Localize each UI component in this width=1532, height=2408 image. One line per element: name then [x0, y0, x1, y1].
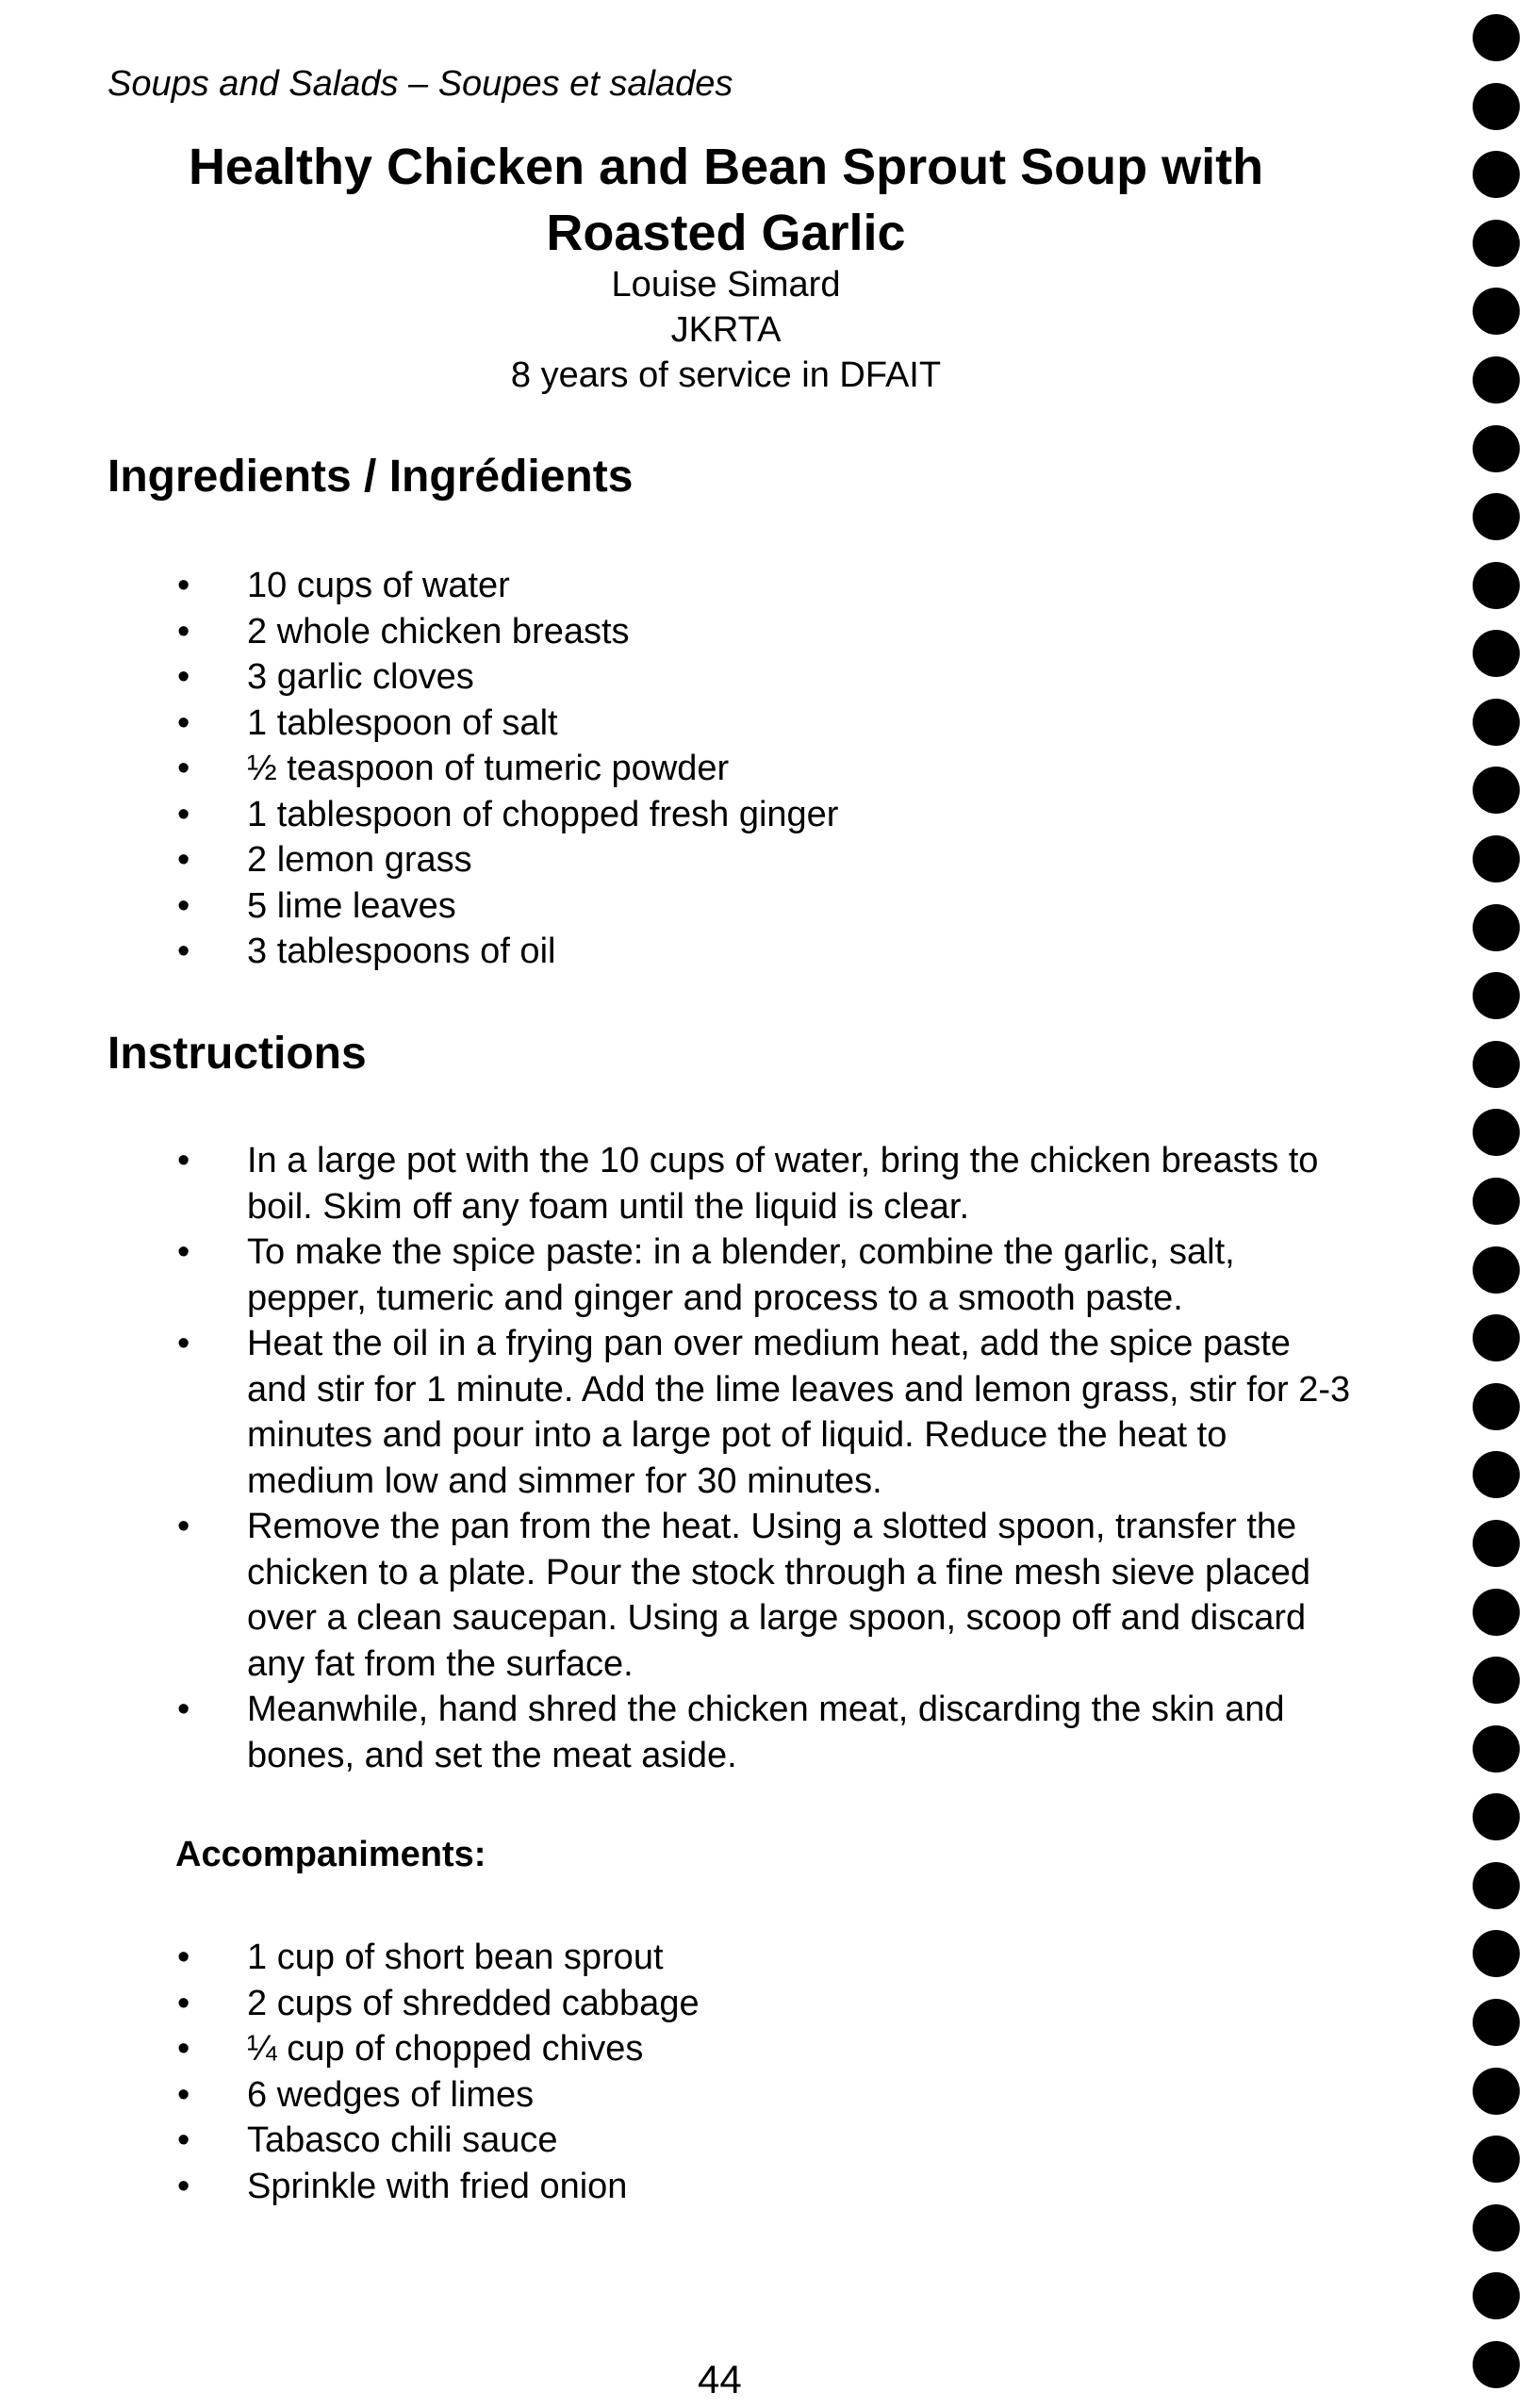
ingredient-item: • 10 cups of water: [0, 563, 838, 609]
binding-hole: [1473, 1109, 1520, 1156]
binding-hole: [1473, 1383, 1520, 1430]
binding-hole: [1473, 1451, 1520, 1498]
binding-hole: [1473, 1314, 1520, 1361]
binding-hole: [1473, 835, 1520, 882]
binding-hole: [1473, 630, 1520, 677]
accompaniment-item: • Sprinkle with fried onion: [0, 2164, 700, 2210]
author-division: JKRTA: [670, 310, 782, 350]
instruction-step: • Remove the pan from the heat. Using a slotted spoon, transfer the chicken to a plate. Pour the stock through a fine mesh sieve placed over a clean saucepan. Using a large spoon, scoop off and discard any fat from the surface.: [0, 1504, 1359, 1687]
page-number: 44: [698, 2357, 742, 2401]
binding-hole: [1473, 1041, 1520, 1088]
ingredients-list: [0, 563, 838, 975]
binding-hole: [1473, 1930, 1520, 1977]
binding-hole: [1473, 356, 1520, 404]
binding-hole: [1473, 493, 1520, 540]
binding-hole: [1473, 2136, 1520, 2183]
ingredient-item: • 2 whole chicken breasts: [0, 609, 838, 655]
binding-hole: [1473, 83, 1520, 130]
binding-hole: [1473, 2068, 1520, 2115]
binding-hole: [1473, 767, 1520, 814]
accompaniment-item: • 1 cup of short bean sprout: [0, 1935, 700, 1981]
ingredient-item: • 3 tablespoons of oil: [0, 929, 838, 975]
binding-hole: [1473, 1178, 1520, 1225]
recipe-title-line-2: Roasted Garlic: [546, 205, 906, 261]
binding-hole: [1473, 1862, 1520, 1909]
binding-hole: [1473, 2272, 1520, 2319]
author-service: 8 years of service in DFAIT: [510, 355, 942, 395]
binding-hole: [1473, 1246, 1520, 1294]
binding-hole: [1473, 220, 1520, 267]
binding-hole: [1473, 425, 1520, 472]
binding-hole: [1473, 1520, 1520, 1567]
binding-hole: [1473, 972, 1520, 1019]
accompaniments-heading: Accompaniments:: [175, 1835, 486, 1874]
ingredient-item: • 2 lemon grass: [0, 837, 838, 883]
binding-hole: [1473, 1657, 1520, 1704]
ingredient-item: • 5 lime leaves: [0, 883, 838, 930]
recipe-title-line-1: Healthy Chicken and Bean Sprout Soup with: [188, 139, 1264, 195]
binding-hole: [1473, 151, 1520, 198]
binding-hole: [1473, 562, 1520, 609]
accompaniment-item: • 6 wedges of limes: [0, 2072, 700, 2119]
ingredient-item: • 3 garlic cloves: [0, 654, 838, 701]
binding-hole: [1473, 288, 1520, 335]
instruction-step: • To make the spice paste: in a blender, combine the garlic, salt, pepper, tumeric and ginger and process to a smooth paste.: [0, 1229, 1359, 1321]
instructions-list: [0, 1138, 1358, 1778]
instruction-step: • In a large pot with the 10 cups of water, bring the chicken breasts to boil. Skim off any foam until the liquid is clear.: [0, 1138, 1359, 1229]
binding-hole: [1473, 14, 1520, 61]
ingredients-heading: Ingredients / Ingrédients: [107, 452, 634, 502]
instruction-step: • Meanwhile, hand shred the chicken meat, discarding the skin and bones, and set the meat aside.: [0, 1687, 1359, 1778]
ingredient-item: • 1 tablespoon of salt: [0, 701, 838, 747]
ingredient-item: • 1 tablespoon of chopped fresh ginger: [0, 792, 838, 838]
author-block: [113, 262, 1339, 398]
author-name: Louise Simard: [611, 265, 841, 305]
instruction-step: • Heat the oil in a frying pan over medium heat, add the spice paste and stir for 1 minute. Add the lime leaves and lemon grass, stir for 2-3 minutes and pour into a large pot of liquid. Reduce the heat to medium low and simmer for 30 minutes.: [0, 1321, 1359, 1504]
binding-hole: [1473, 1793, 1520, 1840]
section-header: Soups and Salads – Soupes et salades: [107, 64, 733, 104]
accompaniment-item: • Tabasco chili sauce: [0, 2118, 700, 2164]
binding-hole: [1473, 1725, 1520, 1773]
accompaniments-list: [0, 1935, 700, 2209]
binding-hole: [1473, 699, 1520, 746]
binding-hole: [1473, 904, 1520, 951]
binding-hole: [1473, 1589, 1520, 1636]
ingredient-item: • ½ teaspoon of tumeric powder: [0, 746, 838, 792]
binding-hole: [1473, 2204, 1520, 2251]
accompaniment-item: • ¼ cup of chopped chives: [0, 2026, 700, 2072]
binding-hole: [1473, 1999, 1520, 2046]
accompaniment-item: • 2 cups of shredded cabbage: [0, 1981, 700, 2027]
recipe-title: [113, 134, 1339, 266]
binding-hole: [1473, 2341, 1520, 2388]
instructions-heading: Instructions: [107, 1029, 367, 1079]
